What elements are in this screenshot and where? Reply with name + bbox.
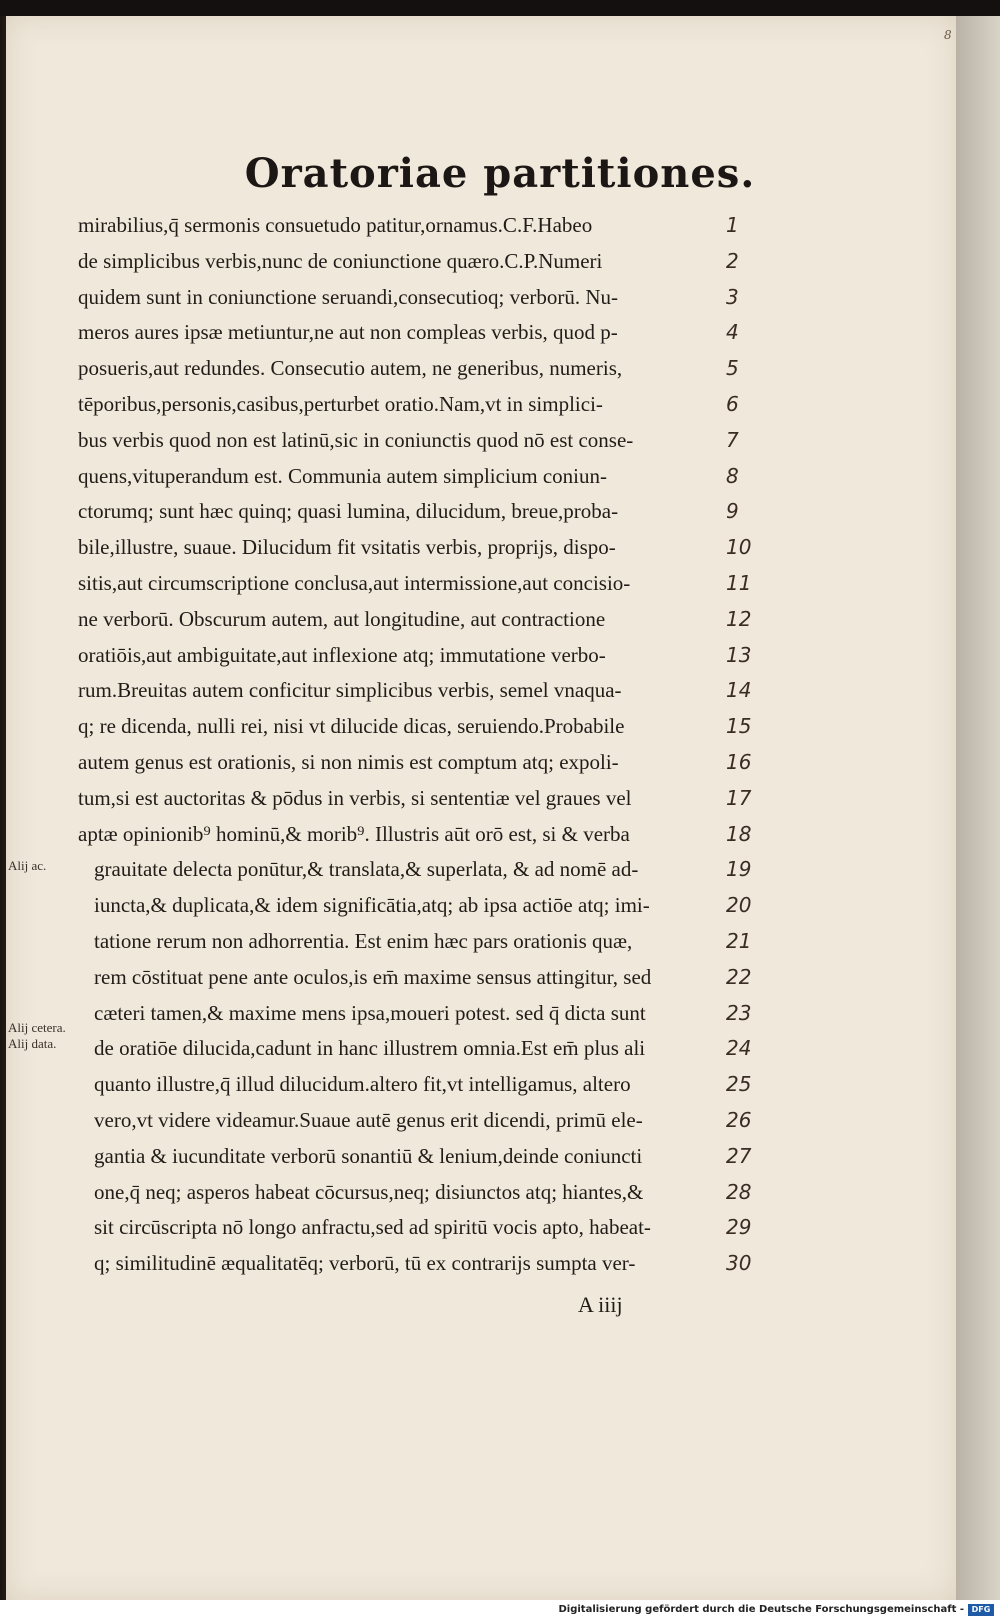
line-number: 5 [726,356,739,381]
text-line: gantia & iucunditate verborū sonantiū & lenium,deinde coniuncti [94,1143,643,1168]
line-number: 10 [726,535,752,560]
line-number: 26 [726,1108,752,1132]
line-number: 20 [726,893,752,918]
text-line: aptæ opinionib⁹ hominū,& morib⁹. Illustris aūt orō est, si & verba [78,821,630,846]
line-number: 29 [726,1215,752,1240]
text-line: quanto illustre,q̄ illud dilucidum.altero fit,vt intelligamus, altero [94,1072,631,1097]
page-edge [956,16,1000,1600]
folio-mark: 8 [944,28,952,42]
line-number: 1 [726,213,739,237]
text-line: bus verbis quod non est latinū,sic in coniunctis quod nō est conse- [78,427,634,452]
running-title: Oratoriae partitiones. [244,150,756,197]
line-number: 12 [726,606,752,631]
dfg-logo: DFG [968,1604,994,1616]
line-number: 13 [726,642,752,667]
margin-note: Alij data. [8,1036,57,1051]
line-number: 27 [726,1143,752,1168]
line-number: 21 [726,929,752,953]
text-line: ne verborū. Obscurum autem, aut longitudine, aut contractione [78,606,606,631]
text-line: tēporibus,personis,casibus,perturbet oratio.Nam,vt in simplici- [78,391,603,416]
line-number: 9 [726,499,739,524]
line-number: 6 [726,392,739,416]
line-number: 16 [726,750,752,774]
text-line: iuncta,& duplicata,& idem significātia,atq; ab ipsa actiōe atq; imi- [94,893,650,918]
text-line: q; re dicenda, nulli rei, nisi vt dilucide dicas, seruiendo.Probabile [78,714,625,739]
line-number: 25 [726,1072,752,1097]
text-block [78,208,718,1282]
line-number: 14 [726,678,752,703]
line-number: 15 [726,714,752,739]
text-line: quidem sunt in coniunctione seruandi,consecutioq; verborū. Nu- [78,284,619,309]
text-line: sit circūscripta nō longo anfractu,sed ad spiritū vocis apto, habeat- [94,1215,651,1240]
line-number: 23 [726,1000,752,1025]
text-line: mirabilius,q̄ sermonis consuetudo patitur,ornamus.C.F.Habeo [78,213,593,237]
line-number: 17 [726,785,752,810]
line-number: 18 [726,821,752,846]
line-number: 22 [726,964,752,989]
text-line: q; similitudinē æqualitatēq; verborū, tū ex contrarijs sumpta ver- [94,1251,636,1276]
text-line: oratiōis,aut ambiguitate,aut inflexione atq; immutatione verbo- [78,642,606,667]
line-number: 24 [726,1036,752,1061]
line-number: 30 [726,1251,752,1276]
scan-top-band [0,0,1000,16]
line-number: 8 [726,463,739,488]
line-number: 4 [726,320,739,345]
text-line: tatione rerum non adhorrentia. Est enim hæc pars orationis quæ, [94,928,633,953]
text-line: ctorumq; sunt hæc quinq; quasi lumina, dilucidum, breue,proba- [78,499,619,524]
text-line: cæteri tamen,& maxime mens ipsa,moueri potest. sed q̄ dicta sunt [94,1000,646,1025]
text-line: de oratiōe dilucida,cadunt in hanc illustrem omnia.Est em̄ plus ali [94,1036,646,1061]
text-line: bile,illustre, suaue. Dilucidum fit vsitatis verbis, proprijs, dispo- [78,535,616,560]
line-number: 7 [726,427,739,452]
text-line: posueris,aut redundes. Consecutio autem, ne generibus, numeris, [78,356,623,381]
line-number: 11 [726,571,752,595]
margin-note: Alij cetera. [8,1020,66,1035]
text-line: vero,vt videre videamur.Suaue autē genus erit dicendi, primū ele- [94,1107,643,1132]
text-line: grauitate delecta ponūtur,& translata,& superlata, & ad nomē ad- [94,857,639,882]
margin-note: Alij ac. [8,858,47,873]
text-line: one,q̄ neq; asperos habeat cōcursus,neq; disiunctos atq; hiantes,& [94,1179,644,1204]
text-line: meros aures ipsæ metiuntur,ne aut non compleas verbis, quod p- [78,320,618,345]
signature-mark: A iiij [578,1292,623,1317]
text-line: quens,vituperandum est. Communia autem simplicium coniun- [78,463,607,488]
text-line: autem genus est orationis, si non nimis est comptum atq; expoli- [78,749,619,774]
text-line: rem cōstituat pene ante oculos,is em̄ maxime sensus attingitur, sed [94,964,652,989]
line-number: 3 [726,284,739,309]
text-line: de simplicibus verbis,nunc de coniunctione quæro.C.P.Numeri [78,248,603,273]
footer-credit: Digitalisierung gefördert durch die Deutsche Forschungsgemeinschaft - [558,1604,964,1615]
line-number: 2 [726,248,739,273]
line-number: 19 [726,857,752,882]
text-line: tum,si est auctoritas & pōdus in verbis, si sententiæ vel graues vel [78,785,632,810]
text-line: sitis,aut circumscriptione conclusa,aut intermissione,aut concisio- [78,570,631,595]
text-line: rum.Breuitas autem conficitur simplicibus verbis, semel vnaqua- [78,678,622,703]
line-number: 28 [726,1179,752,1204]
